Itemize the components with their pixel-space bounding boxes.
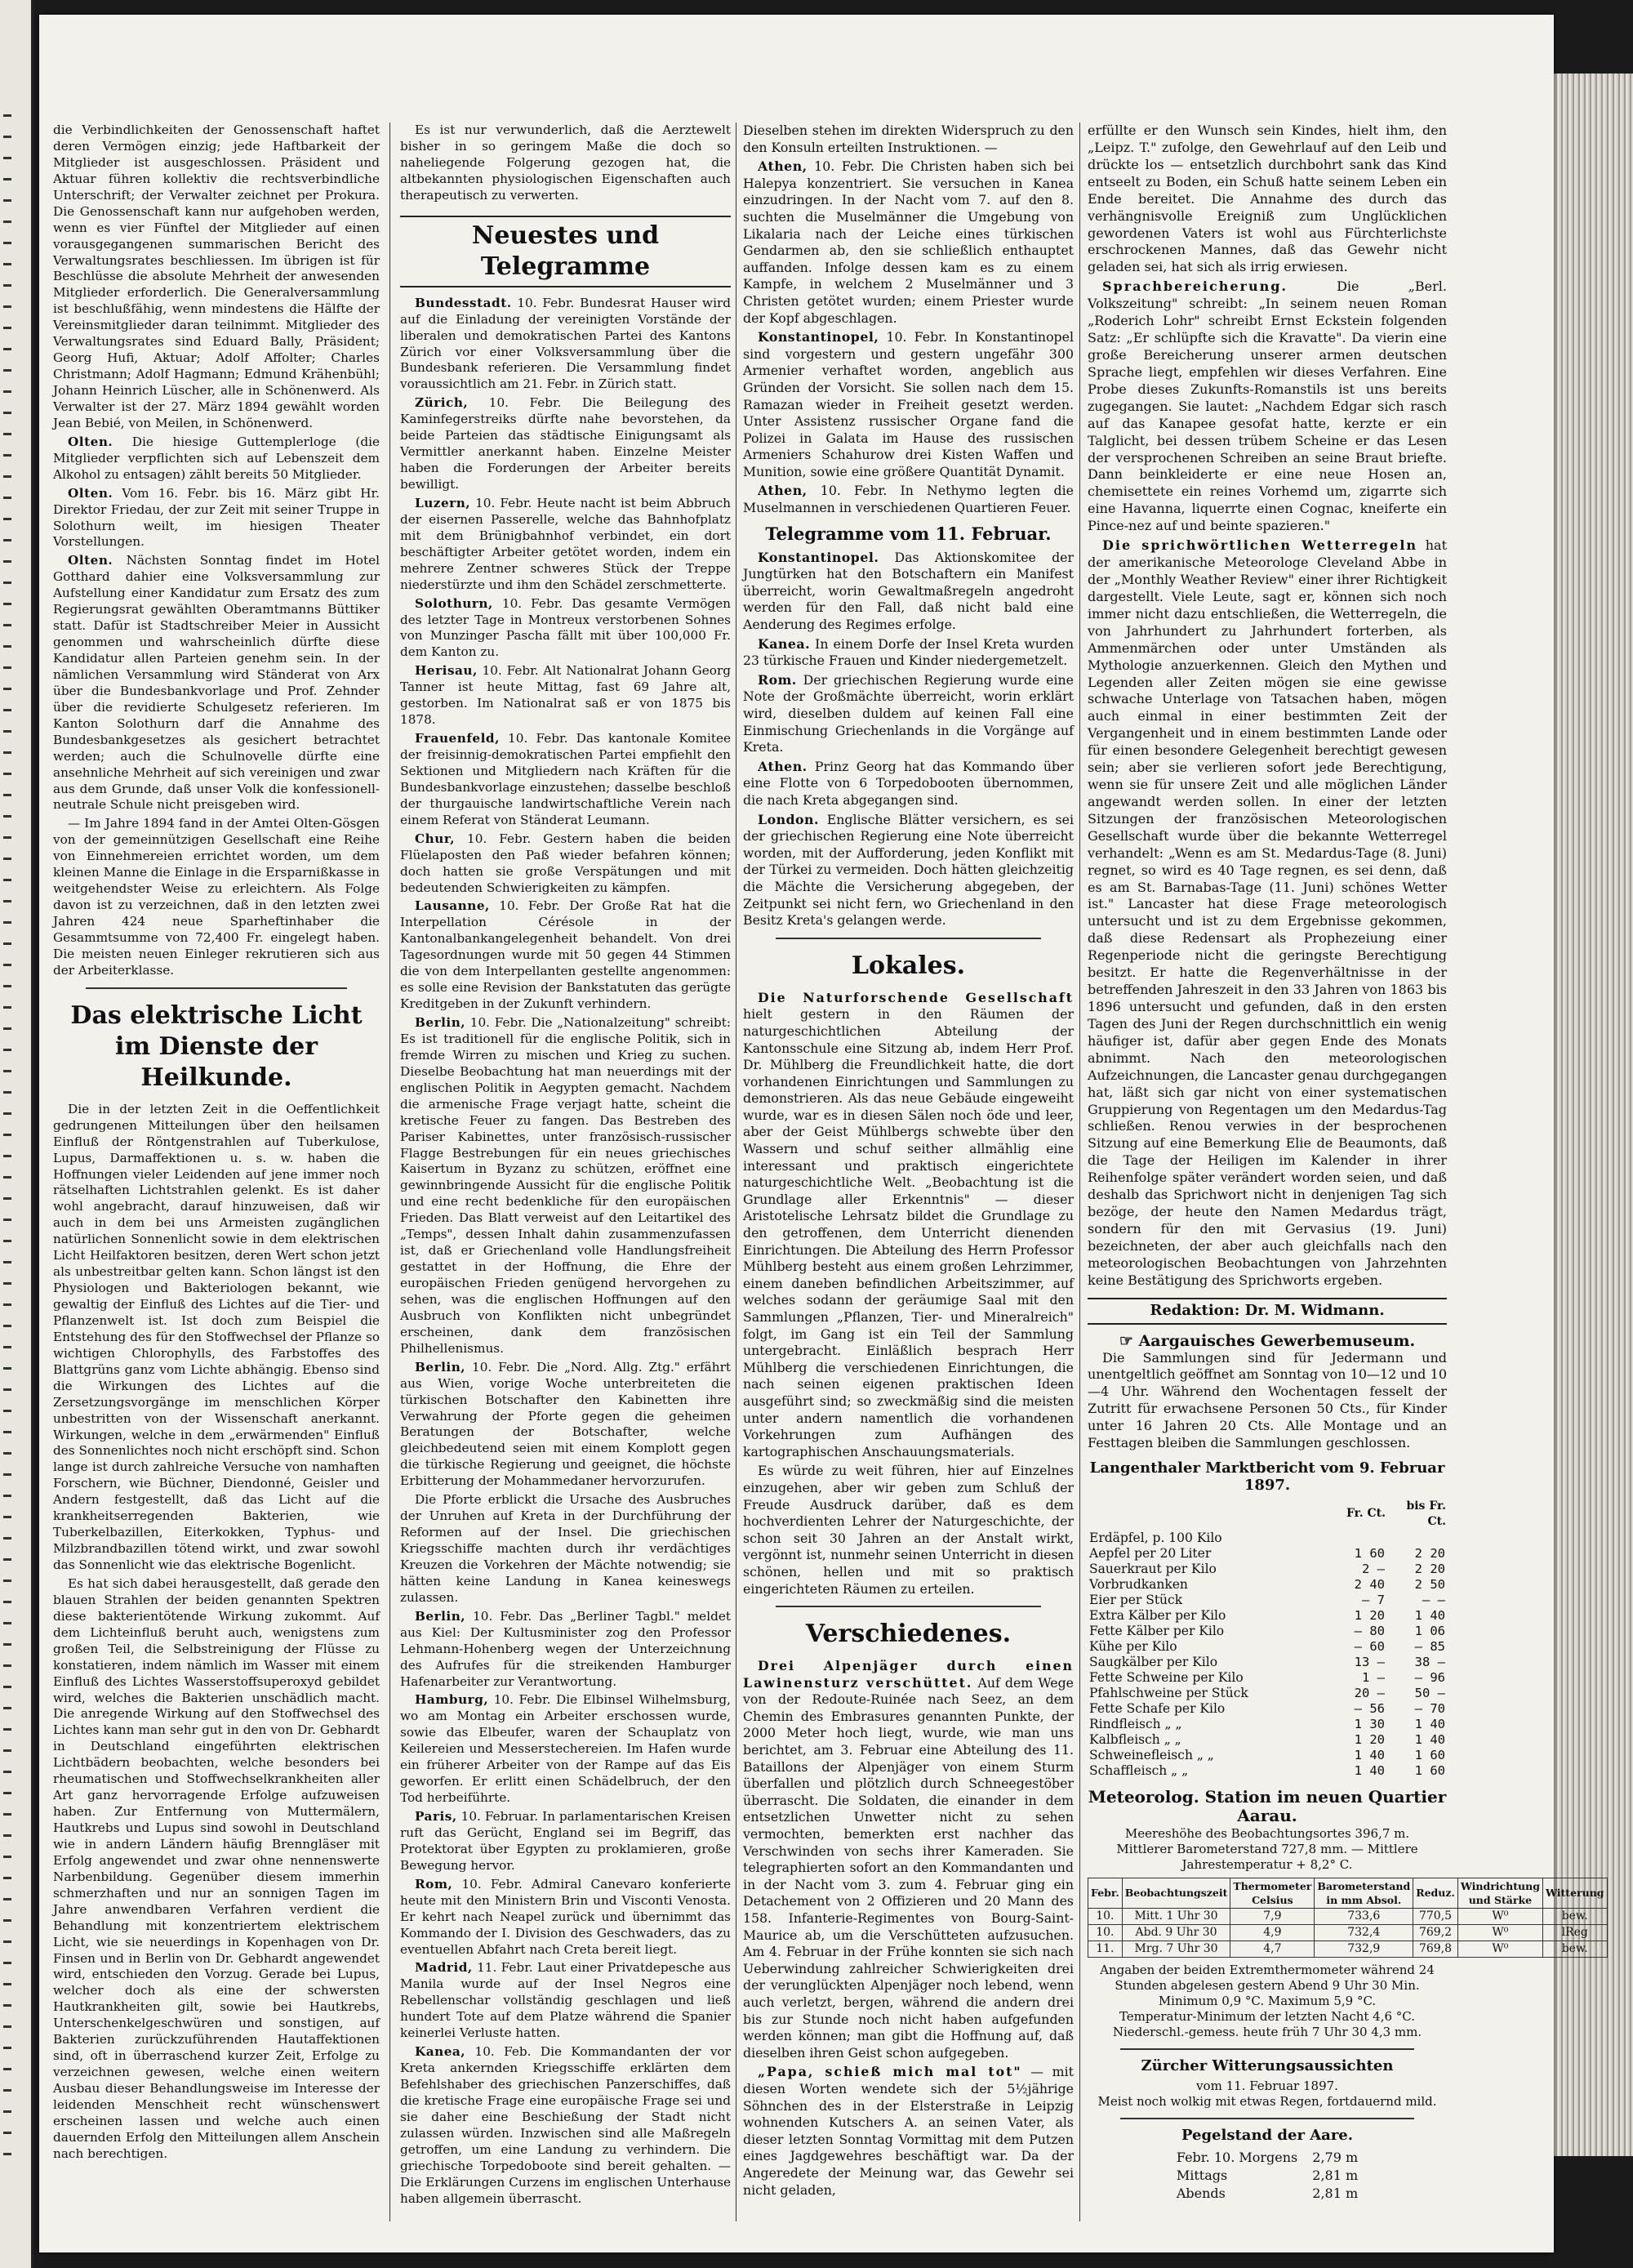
market-cell-to: 2 20	[1414, 1545, 1445, 1561]
meteo-cell: 732,9	[1315, 1940, 1413, 1957]
market-table	[1088, 1498, 1447, 1779]
meteo-row	[1088, 1924, 1608, 1940]
news-dateline: Lausanne,	[415, 898, 490, 914]
market-cell-from: — 7	[1362, 1592, 1385, 1607]
water-level-label: Mittags	[1176, 2167, 1228, 2183]
market-row	[1088, 1608, 1447, 1624]
meteo-cell: lReg	[1542, 1924, 1607, 1940]
news-dateline: London.	[758, 811, 819, 827]
meteo-header-cell: Witterung	[1542, 1878, 1607, 1908]
market-cell-item: Kühe per Kilo	[1089, 1638, 1177, 1654]
meteo-header-cell: Febr.	[1088, 1878, 1123, 1908]
news-text: 10. Feb. Die Kommandanten der vor Kreta ankernden Kriegsschiffe erklärten dem Befehlshaber des griechischen Panzerschiffes, daß die kretische Frage eine europäische Frage sei und sie daher eine Beschießung der Stadt nicht zulassen würden. Inzwischen sind alle Maßregeln getroffen, um eine Landung zu verhindern. Die griechische Torpedoboote sind bereit gehalten. — Die Erklärungen Curzens im englischen Unterhause haben allgemein überrascht.	[400, 2044, 731, 2206]
market-cell-item: Saugkälber per Kilo	[1089, 1654, 1218, 1669]
news-dateline: Athen,	[758, 158, 808, 175]
water-level-value: 2,79 m	[1312, 2149, 1359, 2165]
water-level-label: Febr. 10. Morgens	[1176, 2149, 1298, 2165]
news-dateline: Madrid,	[415, 1960, 473, 1976]
market-cell-item: Rindfleisch „ „	[1089, 1716, 1182, 1731]
news-dateline: Athen,	[758, 483, 808, 499]
news-text: Das Aktionskomitee der Jungtürken hat den Botschaftern ein Manifest überreicht, worin Gewaltmaßregeln angedroht werden für den Fall, daß nicht bald eine Aenderung des Regimes erfolge.	[743, 549, 1074, 633]
article-paragraph: Dieselben stehen im direkten Widerspruch zu den den Konsuln erteilten Instruktionen. —	[743, 123, 1074, 155]
market-cell-item: Erdäpfel, p. 100 Kilo	[1089, 1530, 1222, 1545]
meteo-row	[1088, 1908, 1608, 1924]
news-dateline: Hamburg,	[415, 1692, 489, 1708]
market-cell-to	[1386, 1531, 1447, 1546]
news-text: 10. Februar. In parlamentarischen Kreisen ruft das Gerücht, England sei im Begriff, das Protektorat über Egypten zu proklamieren, große Bewegung hervor.	[400, 1809, 731, 1873]
article-paragraph: Es ist nur verwunderlich, daß die Aerztewelt bisher in so geringem Maße die doch so naheliegende Folgerung gezogen hat, die altbekannten physiologischen Eigenschaften auch therapeutisch zu verwerten.	[400, 123, 731, 203]
pointing-hand-icon: ☞	[1119, 1331, 1139, 1350]
news-item	[400, 496, 731, 594]
market-cell-item: Fette Kälber per Kilo	[1089, 1623, 1225, 1638]
market-row	[1088, 1593, 1447, 1608]
column-4	[1088, 123, 1604, 2207]
museum-notice: Die Sammlungen sind für Jedermann und unentgeltlich geöffnet am Sonntag von 10—12 und 10—4 Uhr. Während den Wochentagen fesselt der Zutritt für erwachsene Personen 50 Cts., für Kinder unter 16 Jahren 20 Cts. Alle Montage und an Festtagen bleiben die Sammlungen geschlossen.	[1088, 1349, 1447, 1451]
water-level-title: Pegelstand der Aare.	[1181, 2126, 1354, 2144]
news-dateline: Zürich,	[415, 395, 469, 411]
news-text: 10. Febr. Die Christen haben sich bei Halepya konzentriert. Sie versuchen in Kanea einzudringen. In der Nacht vom 7. auf den 8. suchten die Muselmänner die Umgebung von Likalaria nach der Leiche eines türkischen Gendarmen ab, den sie schließlich enthauptet auffanden. Infolge dessen kam es zu einem Kampfe, in welchem 2 Muselmänner und 3 Christen getötet wurden; einem Priester wurde der Kopf abgeschlagen.	[743, 158, 1074, 326]
section-heading: Neuestes und Telegramme	[400, 216, 731, 287]
meteo-cell: Abd. 9 Uhr 30	[1122, 1924, 1230, 1940]
adjacent-page-strip	[0, 0, 33, 2268]
market-cell-from	[1326, 1531, 1386, 1546]
meteo-cell: 4,9	[1230, 1924, 1315, 1940]
telegram-list	[400, 296, 731, 2208]
news-item	[400, 596, 731, 662]
news-item	[400, 395, 731, 493]
separator	[776, 938, 1041, 939]
news-text: Prinz Georg hat das Kommando über eine Flotte von 6 Torpedobooten übernommen, die nach Kreta abgegangen sind.	[743, 758, 1074, 808]
article-paragraph: „Papa, schieß mich mal tot" — mit diesen Worten wendete sich der 5½jährige Söhnchen des in der Elsterstraße in Leipzig wohnenden Kutschers A. an seinen Vater, als dieser letzten Sonntag Vormittag mit dem Putzen eines Jagdgewehres beschäftigt war. Da der Angeredete der Meinung war, das Gewehr sei nicht geladen,	[743, 2064, 1074, 2198]
market-row	[1088, 1655, 1447, 1670]
news-item	[400, 731, 731, 829]
market-cell-from: 1 60	[1354, 1545, 1385, 1561]
news-dateline: Rom.	[758, 671, 797, 688]
meteo-cell: 770,5	[1413, 1908, 1458, 1924]
news-item	[400, 663, 731, 729]
news-item	[743, 759, 1074, 809]
news-item	[400, 1692, 731, 1807]
column-rule	[1079, 123, 1080, 2221]
meteo-header-cell: Windrichtung und Stärke	[1457, 1878, 1542, 1908]
news-item	[400, 1609, 731, 1691]
market-header-row	[1088, 1498, 1447, 1531]
news-dateline: Kanea,	[415, 2044, 466, 2060]
news-dateline: Kanea.	[758, 635, 811, 652]
meteo-header-cell: Reduz.	[1413, 1878, 1458, 1908]
meteo-title: Meteorolog. Station im neuen Quartier	[1088, 1786, 1447, 1807]
news-dateline: Berlin,	[415, 1359, 466, 1375]
meteo-cell: 769,2	[1413, 1924, 1458, 1940]
meteo-cell: 11.	[1088, 1940, 1123, 1957]
meteo-subtitle: Meereshöhe des Beobachtungsortes 396,7 m.	[1124, 1825, 1410, 1841]
market-cell-from: 2 —	[1362, 1561, 1385, 1576]
news-item	[743, 329, 1074, 480]
meteo-note: Minimum 0,9 °C. Maximum 5,9 °C.	[1158, 1993, 1377, 2008]
weather-outlook-title: Zürcher Witterungsaussichten	[1141, 2056, 1394, 2074]
news-text: Der griechischen Regierung wurde eine Note der Großmächte überreicht, worin erklärt wird, dieselben duldem auf keinen Fall eine Einmischung Griechenlands in die Vorgänge auf Kreta.	[743, 671, 1074, 755]
article-paragraph: Die in der letzten Zeit in die Oeffentlichkeit gedrungenen Mitteilungen über den heilsamen Einfluß der Röntgenstrahlen auf Tuberkulose, Lupus, Darmaffektionen u. s. w. haben die Hoffnungen vieler Leidenden auf jene immer noch rätselhaften Lichtstrahlen gelenkt. Es ist daher wohl angebracht, darauf hinzuweisen, daß wir auch in dem bei uns Armeisten zugänglichen natürlichen Sonnenlicht sowie in dem elektrischen Licht Heilfaktoren besitzen, deren Wert schon jetzt als unbestreitbar gelten kann. Schon längst ist den Physiologen und Bakteriologen bekannt, wie gewaltig der Einfluß des Lichtes auf die Tier- und Pflanzenwelt ist. Ist doch zum Beispiel die Entstehung des für den Stoffwechsel der Pflanze so wichtigen Chlorophylls, des Farbstoffes des Blattgrüns ganz vom Lichte abhängig. Ebenso sind die Wirkungen des Lichtes auf die Zersetzungsvorgänge im menschlichen Körper unbestritten von der Wissenschaft anerkannt. Wirkungen, welche in dem „erwärmenden" Einfluß des Sonnenlichtes noch nicht erschöpft sind. Schon lange ist durch zahlreiche Versuche von namhaften Forschern, wie Büchner, Diendonné, Geisler und Andern festgestellt, daß das Licht auf die krankheitserregenden Bakterien, wie Tuberkelbazillen, Eiterkokken, Typhus- und Milzbrandbazillen tötend wirkt, und zwar sowohl das Sonnenlicht wie das elektrische Bogenlicht.	[53, 1101, 380, 1572]
separator	[86, 987, 347, 989]
water-level-value: 2,81 m	[1312, 2185, 1359, 2201]
news-dateline: Athen.	[758, 758, 808, 774]
water-level-label: Abends	[1176, 2185, 1226, 2201]
market-report-title: Langenthaler Marktbericht vom 9. Februar 1897.	[1089, 1459, 1445, 1494]
market-cell-to: — 85	[1414, 1638, 1445, 1654]
market-row	[1088, 1639, 1447, 1655]
market-row	[1088, 1624, 1447, 1639]
news-text: 10. Febr. Die Beilegung des Kaminfegerstreiks dürfte nahe bevorstehen, da beide Parteien das städtische Einigungsamt als Vermittler anerkannt haben. Einzelne Meister haben die Forderungen der Arbeiter bereits bewilligt.	[400, 395, 731, 492]
news-item	[400, 1492, 731, 1606]
meteo-cell: 769,8	[1413, 1940, 1458, 1957]
market-cell-to: — —	[1422, 1592, 1445, 1607]
market-cell-to: 1 60	[1414, 1762, 1445, 1778]
market-cell-from: 1 20	[1354, 1731, 1385, 1747]
news-dateline: Konstantinopel.	[758, 549, 879, 565]
market-cell-to: 1 06	[1414, 1623, 1445, 1638]
meteo-cell: Mitt. 1 Uhr 30	[1122, 1908, 1230, 1924]
news-item	[743, 636, 1074, 670]
market-row	[1088, 1546, 1447, 1562]
news-dateline: Luzern,	[415, 495, 471, 510]
news-item: Olten. Die hiesige Guttemplerloge (die Mitglieder verpflichten sich auf Lebenszeit dem Alkohol zu entsagen) zählt bereits 50 Mitglieder.	[53, 434, 380, 482]
column-3	[743, 123, 1074, 2201]
news-item	[400, 1015, 731, 1357]
article-paragraph: Sprachbereicherung. Die „Berl. Volkszeitung" schreibt: „In seinem neuen Roman „Roderich Lohr" schreibt Ernst Eckstein folgenden Satz: „Er schlüpfte sich die Kravatte". Da vierin eine große Bereicherung unserer armen deutschen Sprache liegt, empfehlen wir dieses Verfahren. Eine Probe dieses Zukunfts-Romanstils ist uns bereits zugegangen. Sie lautet: „Nachdem Edgar sich rasch auf das Kanapee gesofat hatte, kerzte er ein Talglicht, bei dessen trübem Scheine er das Lesen der versprochenen Schreiben an seine Braut briefte. Dann beinkleiderte er eine neue Hosen an, chemisettete ein reines Vorhemd um, zigarrte sich eine Havanna, liquerrte einen Cognac, kneiferte ein Pince-nez auf und beinte spazieren."	[1088, 278, 1447, 534]
market-cell-item: Vorbrudkanken	[1089, 1576, 1188, 1592]
market-cell-to: — 70	[1414, 1700, 1445, 1716]
news-item	[743, 812, 1074, 929]
news-item	[743, 672, 1074, 756]
market-cell-item: Extra Kälber per Kilo	[1089, 1607, 1226, 1623]
market-cell-item: Schaffleisch „ „	[1089, 1762, 1189, 1778]
news-text: In einem Dorfe der Insel Kreta wurden 23 türkische Frauen und Kinder niedergemetzelt.	[743, 635, 1074, 669]
meteo-note: Niederschl.-gemess. heute früh 7 Uhr 30 4,3 mm.	[1112, 2024, 1422, 2039]
market-cell-item: Eier per Stück	[1089, 1592, 1183, 1607]
water-level-row	[1170, 2168, 1364, 2184]
news-text: 10. Febr. Das „Berliner Tagbl." meldet aus Kiel: Der Kultusminister zog den Professor Lehmann-Hohenberg wegen der Unterzeichnung des Aufrufes für die streikenden Hamburger Hafenarbeiter zur Verantwortung.	[400, 1608, 731, 1689]
market-row	[1088, 1748, 1447, 1763]
news-item	[743, 158, 1074, 327]
editor-line: Redaktion: Dr. M. Widmann.	[1088, 1298, 1447, 1325]
column-2	[400, 123, 731, 2210]
meteo-cell: bew.	[1542, 1908, 1607, 1924]
news-item	[400, 1960, 731, 2042]
market-cell-to: 1 60	[1414, 1747, 1445, 1762]
meteo-note: Angaben der beiden Extremthermometer während 24 Stunden abgelesen gestern Abend 9 Uhr 30 Min.	[1100, 1962, 1435, 1993]
market-row	[1088, 1717, 1447, 1732]
meteo-cell: Mrg. 7 Uhr 30	[1122, 1940, 1230, 1957]
market-cell-to: 1 40	[1414, 1716, 1445, 1731]
meteo-cell: W⁰	[1457, 1940, 1542, 1957]
market-cell-from: — 60	[1354, 1638, 1385, 1654]
news-text: 10. Febr. Die „Nord. Allg. Ztg." erfährt aus Wien, vorige Woche unterbreiteten die türkischen Botschafter den Kabinetten ihre Verwahrung der Pforte gegen die geheimen Beratungen der Botschafter, welche gleichbedeutend seien mit einem Komplott gegen die türkische Regierung und geeignet, die höchste Erbitterung der Mohammedaner hervorzurufen.	[400, 1359, 731, 1489]
news-item	[400, 1809, 731, 1874]
news-text: 10. Febr. Alt Nationalrat Johann Georg Tanner ist heute Mittag, fast 69 Jahre alt, gestorben. Im Nationalrat saß er von 1875 bis 1878.	[400, 663, 731, 728]
market-cell-to: 1 40	[1414, 1607, 1445, 1623]
meteo-subtitle: Mittlerer Barometerstand 727,8 mm. — Mittlere Jahrestemperatur + 8,2° C.	[1116, 1841, 1418, 1872]
article-paragraph: Es hat sich dabei herausgestellt, daß gerade den blauen Strahlen der beiden genannten Spektren diese bakterientötende Wirkung zukommt. Auf dem Lichteinfluß beruht auch, wenigstens zum großen Teil, die Selbstreinigung der Flüsse zu konstatieren, indem nämlich im Wasser mit einem Einfluß des Lichtes Wasserstoffsuperoxyd gebildet wird, welches die Bakterien unschädlich macht. Die anregende Wirkung auf den Stoffwechsel des Lichtes kann man sehr gut in den von Dr. Gebhardt in Deutschland eingeführten elektrischen Lichtbädern beobachten, welche besonders bei rheumatischen und Stoffwechselkrankheiten aller Art ganz hervorragende Erfolge aufzuweisen haben. Zur Entfernung von Muttermälern, Hautkrebs und Lupus sind sowohl in Deutschland wie in andern Ländern häufig Brenngläser mit Erfolg angewendet und zwar ohne nennenswerte Narbenbildung. Gegenüber diesem immerhin schmerzhaften und nur an sonnigen Tagen im Jahre anwendbaren Verfahren verdient die Behandlung mit konzentriertem elektrischem Licht, wie sie neuerdings in Kopenhagen von Dr. Finsen und in Berlin von Dr. Gebhardt angewendet wird, entschieden den Vorzug. Gerade bei Lupus, welcher doch als eine der schwersten Hautkrankheiten gilt, sowie bei Hautkrebs, Unterschenkelgeschwüren und sonstigen, auf Bakterien zurückzuführenden Hautaffektionen sind, oft in überraschend kurzer Zeit, Erfolge zu verzeichnen gewesen, welche einen weitern Ausbau dieser Behandlungsweise im Interesse der leidenden Menschheit recht wünschenswert erscheinen lassen und welche auch einen dauernden Erfolg den Mitteilungen allem Anschein nach berechtigen.	[53, 1575, 380, 2161]
news-dateline: Rom,	[415, 1876, 453, 1891]
market-cell-item: Aepfel per 20 Liter	[1089, 1545, 1212, 1561]
news-dateline: Bundesstadt.	[415, 295, 512, 310]
market-header-to: bis Fr. Ct.	[1406, 1499, 1446, 1528]
weather-outlook-text: Meist noch wolkig mit etwas Regen, fortdauernd mild.	[1097, 2093, 1437, 2109]
meteo-cell: 733,6	[1315, 1908, 1413, 1924]
water-level-value: 2,81 m	[1312, 2167, 1359, 2183]
meteo-cell: 10.	[1088, 1924, 1123, 1940]
market-cell-from: — 80	[1354, 1623, 1385, 1638]
market-cell-item: Schweinefleisch „ „	[1089, 1747, 1214, 1762]
meteo-header-row	[1088, 1878, 1608, 1908]
market-row	[1088, 1670, 1447, 1686]
market-row	[1088, 1701, 1447, 1717]
telegram-list	[743, 158, 1074, 516]
market-header-from: Fr. Ct.	[1346, 1507, 1386, 1521]
market-row	[1088, 1763, 1447, 1779]
column-rule	[389, 123, 390, 2221]
separator	[1120, 2118, 1414, 2119]
news-item	[400, 1877, 731, 1958]
article-paragraph: Die Naturforschende Gesellschaft hielt gestern in den Räumen der naturgeschichtlichen Abteilung der Kantonsschule eine Sitzung ab, indem Herr Prof. Dr. Mühlberg die Freundlichkeit hatte, die dort vorhandenen Einrichtungen und Sammlungen zu demonstrieren. Als das neue Gebäude eingeweiht wurde, war es in diesen Sälen noch öde und leer, aber der Geist Mühlbergs schwebte über den Wassern und schuf seither allmählig eine interessant und praktisch eingerichtete naturgeschichtliche Welt. „Beobachtung ist die Grundlage aller Erkenntnis" — dieser Aristotelische Lehrsatz bildet die Grundlage zu den getroffenen, dem Unterricht dienenden Einrichtungen. Die Abteilung des Herrn Professor Mühlberg besteht aus einem großen Lehrzimmer, einem daneben befindlichen Arbeitszimmer, auf welches sodann der geräumige Saal mit den Sammlungen „Pflanzen, Tier- und Mineralreich" folgt, im Gang ist ein Teil der Sammlung untergebracht. Einläßlich besprach Herr Mühlberg die verschiedenen Einrichtungen, die nach seinen eigenen praktischen Ideen ausgeführt sind; so zweckmäßig sind die meisten unter andern namentlich die vorhandenen Vorkehrungen zum Aufhängen des kartographischen Anschauungsmaterials.	[743, 989, 1074, 1459]
market-row	[1088, 1577, 1447, 1593]
news-item	[400, 1360, 731, 1490]
water-level-table	[1168, 2148, 1366, 2203]
section-heading: Telegramme vom 11. Februar.	[765, 523, 1052, 544]
news-item	[743, 550, 1074, 634]
meteo-cell: bew.	[1542, 1940, 1607, 1957]
article-paragraph: Drei Alpenjäger durch einen Lawinensturz verschüttet. Auf dem Wege von der Redoute-Ruinée nach Seez, an dem Chemin des Embrasures genannten Punkte, der 2000 Meter hoch liegt, wurde, wie man uns berichtet, am 3. Februar eine Abteilung des 11. Bataillons der Alpenjäger von einem Sturm überfallen und plötzlich durch Schneegestöber überrascht. Die Soldaten, die einander in dem entsetzlichen Unwetter nicht zu sehen vermochten, bemerkten erst nachher das Verschwinden von sechs ihrer Kameraden. Sie telegraphierten sofort an den Kommandanten und in der Nacht vom 3. zum 4. Februar ging ein Detachement von 2 Offizieren und 20 Mann des 158. Infanterie-Regimentes von Bourg-Saint-Maurice ab, um die Verschütteten aufzusuchen. Am 4. Februar in der Frühe konnten sie sich nach Ueberwindung zahlreicher Schwierigkeiten drei der verunglückten Alpenjäger noch lebend, wenn auch verletzt, bergen, während die andern drei bis zur Stunde noch nicht haben aufgefunden werden können; man gibt die Hoffnung auf, daß dieselben ihren Geist schon aufgegeben.	[743, 1658, 1074, 2061]
news-item	[400, 2044, 731, 2207]
news-dateline: Frauenfeld,	[415, 731, 500, 746]
news-dateline: Chur,	[415, 831, 456, 846]
news-text: 10. Febr. Der Große Rat hat die Interpellation Cérésole in der Kantonalbankangelegenheit behandelt. Von drei Tagesordnungen wurde mit 50 gegen 44 Stimmen die von dem Interpellanten gestellte angenommen: es solle eine Revision der Bankstatuten das gerügte Kreditgeben in der Zukunft verhindern.	[400, 898, 731, 1012]
separator	[1120, 2048, 1414, 2050]
market-cell-to: — 96	[1414, 1669, 1445, 1685]
market-cell-from: 1 30	[1354, 1716, 1385, 1731]
news-item	[400, 898, 731, 1013]
market-cell-item: Fette Schafe per Kilo	[1089, 1700, 1226, 1716]
market-row	[1088, 1686, 1447, 1701]
market-cell-from: 2 40	[1354, 1576, 1385, 1592]
news-item	[400, 831, 731, 897]
section-heading: Lokales.	[851, 951, 966, 980]
museum-notice-title: ☞ Aargauisches Gewerbemuseum.	[1119, 1331, 1416, 1350]
article-paragraph: die Verbindlichkeiten der Genossenschaft haftet deren Vermögen einzig; jede Haftbarkeit der Mitglieder ist ausgeschlossen. Präsident und Aktuar führen kollektiv die rechtsverbindliche Unterschrift; der Verwalter zeichnet per Prokura. Die Genossenschaft kann nur aufgehoben werden, wenn es vier Fünftel der Mitglieder auf einen vorausgegangenen summarischen Bericht des Verwaltungsrates beschliessen. Im übrigen ist für Beschlüsse die absolute Mehrheit der anwesenden Mitglieder erforderlich. Die Generalversammlung ist beschlußfähig, wenn mindestens die Hälfte der Vereinsmitglieder daran teilnimmt. Mitglieder des Verwaltungsrates sind Eduard Bally, Präsident; Georg Hufi, Aktuar; Adolf Affolter; Charles Christmann; Adolf Hagmann; Edmund Krähenbühl; Johann Heinrich Lüscher, alle in Schönenwerd. Als Verwalter ist der 27. März 1894 gewählt worden Jean Bebié, von Meilen, in Schönenwerd.	[53, 123, 380, 430]
news-text: 10. Febr. Das gesamte Vermögen des letzter Tage in Montreux verstorbenen Sohnes von Munzinger Pascha fällt mit über 100,000 Fr. dem Kanton zu.	[400, 595, 731, 660]
article-paragraph: erfüllte er den Wunsch sein Kindes, hielt ihm, den „Leipz. T." zufolge, den Gewehrlauf auf den Leib und drückte los — entsetzlich durchbohrt sank das Kind entseelt zu Boden, ein Schuß hatte seinem Leben ein Ende bereitet. Die Annahme des durch das verhängnisvolle Ereigniß zum Unglücklichen gewordenen Vaters ist wohl aus Fürchterlichste erschrockenen Mannes, daß das Gewehr nicht geladen sei, hat sich als irrig erwiesen.	[1088, 123, 1447, 275]
news-text: 10. Febr. In Nethymo legten die Muselmannen in verschiedenen Quartieren Feuer.	[743, 483, 1074, 516]
market-row	[1088, 1562, 1447, 1577]
news-item: Olten. Nächsten Sonntag findet im Hotel Gotthard dahier eine Volksversammlung zur Aufstellung einer Kandidatur zum Ersatz des zum Regierungsrat gewählten Oberamtmanns Büttiker statt. Dafür ist Stadtschreiber Meier in Aussicht genommen und wahrscheinlich dürfte diese Kandidatur allen Parteien genehm sein. In der nämlichen Versammlung wird Ständerat von Arx über die Bundesbankvorlage und Prof. Zehnder über die revidierte Schulgesetz referieren. Im Kanton Solothurn darf die Annahme des Bundesbankgesetzes als gesichert betrachtet werden; auch die Schulnovelle dürfte eine ansehnliche Mehrheit auf sich vereinigen und zwar aus dem Grunde, daß unser Volk die konfessionell-neutrale Schule nicht preisgeben wird.	[53, 553, 380, 813]
news-item: Olten. Vom 16. Febr. bis 16. März gibt Hr. Direktor Friedau, der zur Zeit mit seiner Truppe in Solothurn weilt, im hiesigen Theater Vorstellungen.	[53, 485, 380, 550]
market-cell-item: Kalbfleisch „ „	[1089, 1731, 1181, 1747]
meteo-cell: 4,7	[1230, 1940, 1315, 1957]
water-level-row	[1170, 2150, 1364, 2166]
meteo-rows	[1088, 1908, 1608, 1957]
weather-outlook-date: vom 11. Februar 1897.	[1196, 2078, 1338, 2093]
news-text: 10. Febr. Admiral Canevaro konferierte heute mit den Ministern Brin und Visconti Venosta. Er kehrt nach Neapel zurück und übernimmt das Kommando der I. Division des Geschwaders, das zu eventuellen Abfahrt nach Creta bereit liegt.	[400, 1876, 731, 1957]
column-1	[53, 123, 380, 2165]
meteo-row	[1088, 1940, 1608, 1957]
meteo-cell: W⁰	[1457, 1924, 1542, 1940]
news-dateline: Konstantinopel,	[758, 329, 879, 345]
market-cell-item: Fette Schweine per Kilo	[1089, 1669, 1244, 1685]
section-heading: Verschiedenes.	[805, 1620, 1012, 1649]
market-cell-from: — 56	[1354, 1700, 1385, 1716]
market-rows	[1088, 1531, 1447, 1779]
water-level-row	[1170, 2186, 1364, 2202]
market-cell-from: 20 —	[1354, 1685, 1385, 1700]
market-cell-from: 1 20	[1354, 1607, 1385, 1623]
market-cell-item: Pfahlschweine per Stück	[1089, 1685, 1248, 1700]
market-cell-to: 2 20	[1414, 1561, 1445, 1576]
meteo-note: Temperatur-Minimum der letzten Nacht 4,6 °C.	[1119, 2008, 1416, 2024]
news-dateline: Herisau,	[415, 663, 478, 679]
news-text: 10. Febr. Gestern haben die beiden Flüelaposten den Paß wieder befahren können; doch hatten sie große Verspätungen und mit bedeutenden Schwierigkeiten zu kämpfen.	[400, 831, 731, 895]
news-dateline: Paris,	[415, 1809, 457, 1824]
article-paragraph: Es würde zu weit führen, hier auf Einzelnes einzugehen, aber wir geben zum Schluß der Freude Ausdruck darüber, daß es dem hochverdienten Lehrer der Naturgeschichte, der schon seit 30 Jahren an der Anstalt wirkt, vergönnt ist, nunmehr seinen Unterricht in diesen schönen, hellen und mit so praktisch eingerichteten Räumen zu erteilen.	[743, 1463, 1074, 1597]
market-cell-to: 38 —	[1414, 1654, 1445, 1669]
news-text: 10. Febr. Heute nacht ist beim Abbruch der eisernen Passerelle, welche das Bahnhofplatz mit dem Brünigbahnhof verbindet, ein dort beschäftigter Arbeiter getötet worden, indem ein mehrere Zentner schweres Stück der Treppe niederstürzte und ihm den Schädel zerschmetterte.	[400, 495, 731, 592]
news-text: 10. Febr. Die „Nationalzeitung" schreibt: Es ist traditionell für die englische Politik, sich in fremde Wirren zu mischen und Krieg zu suchen. Dieselbe Beobachtung hat man neuerdings mit der englischen Politik in Aegypten gemacht. Nachdem die armenische Frage verjagt hatte, scheint die kretische Feuer zu fangen. Das Bestreben des Pariser Kabinettes, unter französisch-russischer Flagge Bestrebungen für ein neues griechisches Kaisertum in Byzanz zu schützen, eröffnet eine gewinnbringende Aussicht für die englische Politik und eine recht bedenkliche für den europäischen Frieden. Das Blatt verweist auf den Leitartikel des „Temps", dessen Inhalt dahin zusammenzufassen ist, daß er Griechenland volle Handlungsfreiheit gestattet in der Hoffnung, die Ehre der europäischen Frieden genügend hervorgehen zu sehen, was die englischen Hoffnungen auf den Ausbruch von Konflikten nicht unbegründet erscheinen, dank dem französischen Philhellenismus.	[400, 1015, 731, 1356]
news-text: Die Pforte erblickt die Ursache des Ausbruches der Unruhen auf Kreta in der Durchführung der Reformen auf der Insel. Die griechischen Kriegsschiffe machten durch ihr verdächtiges Kreuzen die Vorkehren der Mächte notwendig; sie hätten keine Landung in Kanea keineswegs zulassen.	[400, 1492, 731, 1605]
news-text: 10. Febr. In Konstantinopel sind vorgestern und gestern ungefähr 300 Armenier verhaftet worden, angeblich aus Gründen der Vorsicht. Sie sollen nach dem 15. Ramazan wieder in Freiheit gesetzt werden. Unter Assistenz russischer Organe fand die Polizei in Galata im Hause des russischen Armeniers Schahurow drei Kisten Waffen und Munition, sowie eine größere Quantität Dynamit.	[743, 329, 1074, 479]
article-paragraph: Die sprichwörtlichen Wetterregeln hat der amerikanische Meteorologe Cleveland Abbe in der „Monthly Weather Review" einer ihrer Richtigkeit dargestellt. Viele Leute, sagt er, können sich noch immer nicht dazu entschließen, die Wetterregeln, die von Jahrhundert zu Jahrhundert forterben, als Ammenmärchen oder unter Umständen als Mythologie anzuerkennen. Gleich den Mythen und Legenden aller Zeiten mögen sie eine gewisse schwache Unterlage von Tatsachen haben, mögen auch einmal in einer bestimmten Zeit der Vergangenheit und in einem bestimmten Lande oder für einen besondere Gelegenheit berechtigt gewesen sein; aber sie verlieren sofort jede Berechtigung, wenn sie für unsere Zeit und alle möglichen Länder angewandt werden sollen. In einer der letzten Sitzungen der französischen Meteorologischen Gesellschaft wurde über die bekannte Wetterregel verhandelt: „Wenn es am St. Medardus-Tage (8. Juni) regnet, so wird es 40 Tage regnen, es sei denn, daß es am St. Barnabas-Tage (11. Juni) schönes Wetter ist." Lancaster hat diese Frage meteorologisch untersucht und ist zu dem Ergebnisse gekommen, daß diese Redensart als Prophezeiung einer Regenperiode nicht die geringste Berechtigung besitzt. Er hatte die Regenverhältnisse in der betreffenden Jahreszeit in den 33 Jahren von 1863 bis 1896 untersucht und gefunden, daß in den ersten Tagen des Juni der Regen durchschnittlich ein wenig häufiger ist, dafür aber gegen Ende des Monats abnimmt. Nach den meteorologischen Aufzeichnungen, die Lancaster genau durchgegangen hat, läßt sich gar nicht von einer systematischen Gruppierung von Regentagen um den Medardus-Tag schließen. Renou verwies in der besprochenen Sitzung auf eine Bemerkung Elie de Beaumonts, daß die Tage der Heiligen im Kalender in ihrer Reihenfolge später verändert worden seien, und daß deshalb das Sprichwort nicht in denjenigen Tag sich bezöge, der heute den Namen Medardus trägt, sondern für den mit Gervasius (19. Juni) bezeichneten, der aber auch gleichfalls nach den meteorologischen Beobachtungen von Jahrzehnten keine Bestätigung des Sprichworts ergeben.	[1088, 537, 1448, 1288]
market-cell-item: Sauerkraut per Kilo	[1089, 1561, 1217, 1576]
news-text: 10. Febr. Die Elbinsel Wilhelmsburg, wo am Montag ein Arbeiter erschossen wurde, sowie das Elbeufer, waren der Schauplatz von Keilereien und Messerstechereien. Im Hafen wurde ein früherer Arbeiter von der Rampe auf das Eis geworfen. Er erlitt einen Schädelbruch, der den Tod herbeiführte.	[400, 1692, 731, 1806]
meteo-header-cell: Beobachtungszeit	[1122, 1878, 1230, 1908]
market-cell-to: 1 40	[1414, 1731, 1445, 1747]
news-text: 10. Febr. Bundesrat Hauser wird auf die Einladung der vereinigten Vorstände der liberalen und demokratischen Partei des Kantons Zürich vor einer Volksversammlung über die Bundesbank referieren. Die Versammlung findet voraussichtlich am 21. Febr. in Zürich statt.	[400, 295, 731, 392]
news-text: 11. Febr. Laut einer Privatdepesche aus Manila wurde auf der Insel Negros eine Rebellenschar vollständig geschlagen und ließ hundert Tote auf dem Platze während die Spanier keinerlei Verluste hatten.	[400, 1960, 731, 2041]
article-heading: Das elektrische Licht im Dienste der Heilkunde.	[70, 1000, 363, 1092]
market-cell-from: 13 —	[1354, 1654, 1385, 1669]
market-cell-from: 1 —	[1362, 1669, 1385, 1685]
meteo-place: Aarau.	[1237, 1805, 1297, 1825]
market-cell-from: 1 40	[1354, 1762, 1385, 1778]
news-item	[743, 483, 1074, 516]
meteo-cell: W⁰	[1457, 1908, 1542, 1924]
news-text: Englische Blätter versichern, es sei der griechischen Regierung eine Note überreicht worden, mit der Aufforderung, jeden Konflikt mit der Türkei zu vermeiden. Doch hätten gleichzeitig die Mächte die Versicherung abgegeben, der Zeitpunkt sei nicht fern, wo Griechenland in den Besitz Kreta's gelangen werde.	[743, 811, 1074, 929]
market-row	[1088, 1732, 1447, 1748]
page-stack-edge	[1554, 74, 1633, 2156]
meteo-cell: 10.	[1088, 1908, 1123, 1924]
market-cell-to: 2 50	[1414, 1576, 1445, 1592]
market-cell-to: 50 —	[1414, 1685, 1445, 1700]
market-cell-from: 1 40	[1354, 1747, 1385, 1762]
news-item	[400, 296, 731, 394]
meteo-header-cell: Thermometer Celsius	[1230, 1878, 1315, 1908]
meteo-cell: 7,9	[1230, 1908, 1315, 1924]
separator	[776, 1606, 1041, 1607]
news-dateline: Berlin,	[415, 1015, 466, 1030]
binding-marks	[3, 114, 11, 2156]
meteo-cell: 732,4	[1315, 1924, 1413, 1940]
meteo-header-cell: Barometerstand in mm Absol.	[1315, 1878, 1413, 1908]
market-row	[1088, 1531, 1447, 1546]
news-dateline: Berlin,	[415, 1608, 466, 1624]
news-dateline: Solothurn,	[415, 595, 493, 611]
telegram-list	[743, 550, 1074, 929]
news-text: 10. Febr. Das kantonale Komitee der freisinnig-demokratischen Partei empfiehlt den Sektionen und Mitgliedern nach Kräften für die Bundesbankvorlage einzustehen; dasselbe beschloß der thurgauische landwirtschaftliche Verein nach einem Referat von Ständerat Leumann.	[400, 731, 731, 827]
article-paragraph: — Im Jahre 1894 fand in der Amtei Olten-Gösgen von der gemeinnützigen Gesellschaft eine Reihe von Einnehmereien errichtet worden, um dem kleinen Manne die Einlage in die Ersparnißkasse in weitgehendster Weise zu erleichtern. Als Folge davon ist zu verzeichnen, daß in den letzten zwei Jahren 424 neue Sparheftinhaber die Gesammtsumme von 72,400 Fr. eingelegt haben. Die meisten neuen Einleger rekrutieren sich aus der Arbeiterklasse.	[53, 816, 380, 978]
meteo-table	[1088, 1878, 1608, 1958]
